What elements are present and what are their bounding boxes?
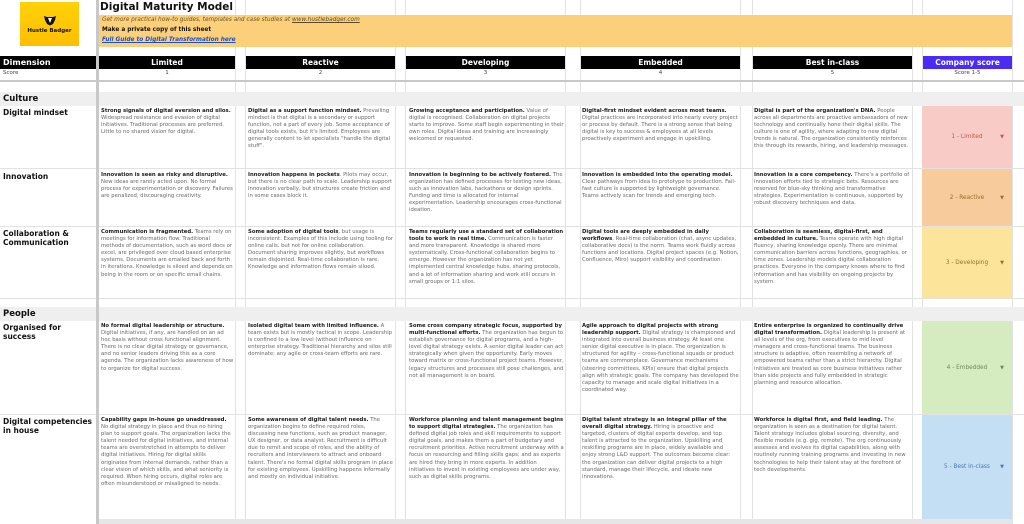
company-score-select[interactable] <box>922 227 1012 298</box>
cell-text: Digital strategy is championed and integrated into overall business strategy. At least one senior digital executive is in place. The organization is structured for agility – cross-functional squads or product teams are commonplace. Governance mechanisms (steering committees, KPIs) ensure that digital projects align with strategic goals. The company has developed the capacity to manage and scale digital initiatives in a coordinated way. <box>582 330 739 393</box>
frozen-column-divider[interactable] <box>96 0 99 524</box>
cell-text: Teams operate with high digital fluency, sharing knowledge openly. There are minimal communication barriers across functions, geographies, or time zones. Leadership models digital collaboration practices. Everyone in the company knows where to find information and has visibility on ongoing projects by system. <box>754 236 907 285</box>
divider <box>0 80 1024 82</box>
cell-heading: Digital tools are deeply embedded in daily workflows <box>582 229 709 243</box>
level-cell <box>582 229 739 264</box>
cell-heading: Capability gaps in-house go unaddressed. <box>101 417 227 423</box>
cell-text: The organization has defined digital job roles and skill requirements to support digital goals, and makes them a part of budgetary and recruitment priorities. Active recruitment underway with a focus on resourcing and filling skills gaps; and as experts are hired they bring in more experts. In addition initiatives to invest in existing employees are under way, such as digital skills programs. <box>409 424 564 480</box>
dimension-label: Organised for success <box>3 323 62 341</box>
section-culture <box>0 92 1024 106</box>
level-cell <box>754 229 911 286</box>
level-cell <box>754 417 911 474</box>
level-cell <box>248 417 394 481</box>
cell-text: Value of digital is recognised. Collaboration on digital projects starts to improve. Some staff begin experimenting in their own roles. Digital ideas and training are increasingly welcomed or requested. <box>409 108 564 143</box>
selected-score: 5 - Best in-class <box>944 464 990 470</box>
logo-text: Hustle Badger <box>27 27 72 34</box>
company-score-select[interactable] <box>922 169 1012 226</box>
cell-heading: Digital is part of the organization's DNA. <box>754 108 876 114</box>
table-row <box>0 169 1024 226</box>
cell-text: Clear pathways from idea to prototype to production. Fail-fast culture is supported by lightweight governance. Teams actively scan for trends and emerging tech. <box>582 179 736 200</box>
level-cell <box>101 172 234 200</box>
score-best-in-class: 5 <box>830 70 835 76</box>
cell-text: Digital initiatives, if any, are handled on an ad hoc basis without cross functional alignment. There is no clear digital strategy or governance, and no senior leaders driving this as a core agenda. The organization lacks awareness of how to organize for digital success. <box>101 330 234 372</box>
level-cell <box>582 323 739 394</box>
cell-heading: Agile approach to digital projects with strong leadership support. <box>582 323 719 337</box>
cell-heading: Digital-first mindset evident across most teams. <box>582 108 727 114</box>
cell-heading: Digital talent strategy is an integral pillar of the overall digital strategy. <box>582 417 727 431</box>
level-cell <box>409 229 564 286</box>
dropdown-arrow-icon: ▼ <box>1000 464 1004 470</box>
section-title: People <box>3 309 36 319</box>
divider <box>0 298 1024 299</box>
selected-score: 3 - Developing <box>945 259 989 266</box>
level-cell <box>409 323 564 380</box>
company-score-select[interactable] <box>922 321 1012 414</box>
header-company-score: Company score <box>923 56 1012 69</box>
level-cell <box>101 323 234 373</box>
cell-heading: Some cross company strategic focus, supported by multi-functional efforts. <box>409 323 562 337</box>
badger-icon <box>43 15 57 26</box>
cell-text: The organization has begun to establish governance for digital programs, and a high-level digital strategy exists. A senior digital leader can act strategically when given the opportunity. Early moves toward matrix or cross-functional project teams. However, legacy structures and processes still pose challenges, and not all management is on board. <box>409 330 564 379</box>
section-people <box>0 307 1024 321</box>
bottom-band <box>99 519 1012 524</box>
score-company-range: Score 1-5 <box>954 70 981 76</box>
level-cell <box>248 172 394 200</box>
header-dimension: Dimension <box>0 56 96 69</box>
level-cell <box>101 229 234 279</box>
cell-text: People across all departments are proactive ambassadors of new technology and continually hone their digital skills. The culture is one of agility, where adapting to new digital trends is natural. The organization consistently reinforces this through its rewards, hiring, and leadership messages. <box>754 108 909 150</box>
dropdown-arrow-icon: ▼ <box>1000 259 1004 266</box>
level-cell <box>101 417 234 488</box>
cell-heading: Teams regularly use a standard set of collaboration tools to work in real time. <box>409 229 564 243</box>
info-banner <box>99 15 1012 47</box>
level-cell <box>754 172 911 207</box>
cell-text: A team exists but is mostly tactical in scope. Leadership is confined to a low level (without influence on enterprise strategy. Traditional hierarchy and silos still dominate; any agile or cross-team efforts are rare. <box>248 323 393 358</box>
header-reactive: Reactive <box>246 56 395 69</box>
score-developing: 3 <box>483 70 488 76</box>
level-cell <box>248 229 394 272</box>
cell-text: There's a portfolio of innovation efforts tied to strategic bets. Resources are reserved for blue-sky thinking and transformative strategies. Experimentation is continuous, supported by robust discovery techniques and data. <box>754 172 910 207</box>
level-cell <box>754 108 911 151</box>
cell-text: Hiring is proactive and targeted, clusters of digital experts develop, and top talent is attracted to the organization. Upskilling and reskilling programs are in place, widely available and enjoy strong L&D support. The outcomes become clear: the organization can deliver digital projects to a high standard, manage their lifecycle, and ideate new innovations. <box>582 424 731 480</box>
cell-text: Communication is faster and more transparent. Knowledge is shared more systematically. Cross-functional collaboration begins to emerge. However the organization has not yet implemented central knowledge hubs, sharing protocols, and a lot of information sharing and work still occurs in small groups or 1:1 silos. <box>409 236 561 285</box>
full-guide-link[interactable]: Full Guide to Digital Transformation here <box>102 37 236 43</box>
cell-heading: Innovation is embedded into the operating model. <box>582 172 733 178</box>
cell-text: Digital leadership is present at all levels of the org, from executives to mid level managers and cross-functional teams. The business structure is adaptive, often resembling a network of empowered teams rather than a strict hierarchy. Digital initiatives are treated as core business initiatives rather than side projects and fully embedded in strategic planning and resource allocation. <box>754 330 906 386</box>
level-cell <box>101 108 234 136</box>
table-row <box>0 227 1024 298</box>
company-score-select[interactable] <box>922 415 1012 519</box>
hustle-badger-logo <box>20 2 79 46</box>
cell-text: The organization is seen as a destination for digital talent. Talent strategy includes global sourcing, diversity, and flexible models (e.g. gig, remote). The org continuously assesses and evolves its digital capabilities, along with routinely running training programs and investing in new technologies to help their talent stay at the forefront of tech developments. <box>754 417 906 473</box>
dropdown-arrow-icon: ▼ <box>1000 194 1004 201</box>
score-reactive: 2 <box>318 70 323 76</box>
cell-heading: Innovation is a core competency. <box>754 172 853 178</box>
cell-text: The organization has defined processes for testing new ideas, such as innovation labs, hackathons or design sprints. Funding and time is allocated for internal experimentation. Leadership encourages cross-functional ideation. <box>409 172 563 214</box>
dimension-label: Digital competencies in house <box>3 417 93 435</box>
section-title: Culture <box>3 94 39 104</box>
dropdown-arrow-icon: ▼ <box>1000 134 1004 140</box>
cell-text: The organization begins to define required roles, discussing new functions, such as product manager, UX designer, or data analyst. Recruitment is difficult due to remit and scope of roles, and the ability of recruiters and interviewers to attract and onboard talent. There's no formal digital skills program in place for existing employees. Upskilling happens informally and mostly on individual initiative. <box>248 417 393 480</box>
selected-score: 2 - Reactive <box>949 194 985 201</box>
level-cell <box>248 108 394 151</box>
level-cell <box>409 172 564 215</box>
score-label: Score <box>3 70 19 76</box>
cell-text: Digital practices are incorporated into nearly every project or process by default. There is a strong sense that being digital is key to success & employees at all levels proactively experiment and engage in upskilling. <box>582 115 738 143</box>
level-cell <box>409 108 564 143</box>
cell-heading: Strong signals of digital aversion and silos. <box>101 108 231 114</box>
level-cell <box>582 108 739 143</box>
cell-heading: Workforce is digital first, and field leading. <box>754 417 883 423</box>
cell-heading: Innovation is seen as risky and disruptive. <box>101 172 228 178</box>
cell-heading: Some awareness of digital talent needs. <box>248 417 369 423</box>
table-row <box>0 321 1024 414</box>
sheet-title: Digital Maturity Model <box>100 1 234 13</box>
level-cell <box>409 417 564 481</box>
level-cell <box>582 417 739 481</box>
dimension-label: Digital mindset <box>3 108 68 117</box>
banner-promo-text: Get more practical how-to guides, templates and case studies at <box>102 17 292 23</box>
score-embedded: 4 <box>658 70 663 76</box>
cell-heading: Communication is fragmented. <box>101 229 194 235</box>
header-embedded: Embedded <box>581 56 740 69</box>
cell-text: No digital strategy in place and thus no hiring plan to support goals. The organization lacks the talent needed for digital initiatives, and internal teams are overstretched in attempts to deliver digital initiatives. Hiring for digital skills originates from internal demands, rather than a clear vision of which skills, and what seniority is required. When hiring occurs, digital roles are often misunderstood or misaligned to needs. <box>101 424 231 487</box>
cell-heading: Growing acceptance and participation. <box>409 108 525 114</box>
level-cell <box>582 172 739 200</box>
level-cell <box>754 323 911 387</box>
cell-heading: Workforce planning and talent management begins to support digital strategies. <box>409 417 564 431</box>
dropdown-arrow-icon: ▼ <box>1000 364 1004 371</box>
cell-text: . Pilots may occur, but there is no clear path to scale. Leadership support innovation verbally, but structures create friction and in some cases block it. <box>248 172 392 200</box>
header-best-in-class: Best in-class <box>753 56 912 69</box>
cell-text: New ideas are rarely acted upon. No formal process for experimentation or discovery. Failures are penalized, discouraging creativity. <box>101 179 233 200</box>
score-limited: 1 <box>165 70 169 76</box>
cell-text: . Real-time collaboration (chat, async updates, collaborative docs) is the norm. Teams work fluidly across functions and locations. Digital project spaces (e.g. Notion, Confluence, Miro) support visibility and coordination. <box>582 236 739 264</box>
cell-text: Teams rely on meetings for information flow. Traditional methods of documentation, such as word docs or excel, are privileged over cloud based enterprise systems. Documents are emailed back and forth in iterations. Knowledge is siloed and depends on being in the room or on specific email chains. <box>101 229 233 278</box>
cell-text: , but usage is inconsistent. Examples of this include using tooling for online calls, but not for online collaboration. Document sharing improves slightly, but workflows remain disjointed. Real-time collaboration is rare. Knowledge and information flows remain siloed. <box>248 229 394 271</box>
banner-promo-line <box>102 17 360 23</box>
company-score-select[interactable] <box>922 106 1012 168</box>
cell-heading: Innovation is beginning to be actively fostered. <box>409 172 552 178</box>
hustlebadger-link[interactable]: www.hustlebadger.com <box>291 17 360 23</box>
level-cell <box>248 323 394 358</box>
cell-heading: Isolated digital team with limited influence. <box>248 323 379 329</box>
private-copy-text: Make a private copy of this sheet <box>102 27 212 33</box>
selected-score: 1 - Limited <box>951 134 983 140</box>
cell-text: Prevailing mindset is that digital is a secondary or support function, not a part of every job. Some acceptance of digital tools exists, but it's limited. Employees are generally content to let specialists "handle the digital stuff". <box>248 108 391 150</box>
selected-score: 4 - Embedded <box>946 364 988 371</box>
cell-heading: No formal digital leadership or structure. <box>101 323 225 329</box>
cell-heading: Innovation happens in pockets <box>248 172 340 178</box>
dimension-label: Collaboration & Communication <box>3 229 69 247</box>
table-row <box>0 415 1024 519</box>
header-limited: Limited <box>99 56 235 69</box>
table-row <box>0 106 1024 168</box>
cell-heading: Collaboration is seamless, digital-first, and embedded in culture. <box>754 229 883 243</box>
cell-heading: Digital as a support function mindset. <box>248 108 362 114</box>
cell-text: Widespread resistance and evasion of digital initiatives. Traditional processes are preferred. Little to no shared vision for digital. <box>101 115 224 136</box>
cell-heading: Some adoption of digital tools <box>248 229 339 235</box>
cell-heading: Entire enterprise is organized to continually drive digital transformation. <box>754 323 904 337</box>
header-developing: Developing <box>406 56 565 69</box>
dimension-label: Innovation <box>3 172 49 181</box>
